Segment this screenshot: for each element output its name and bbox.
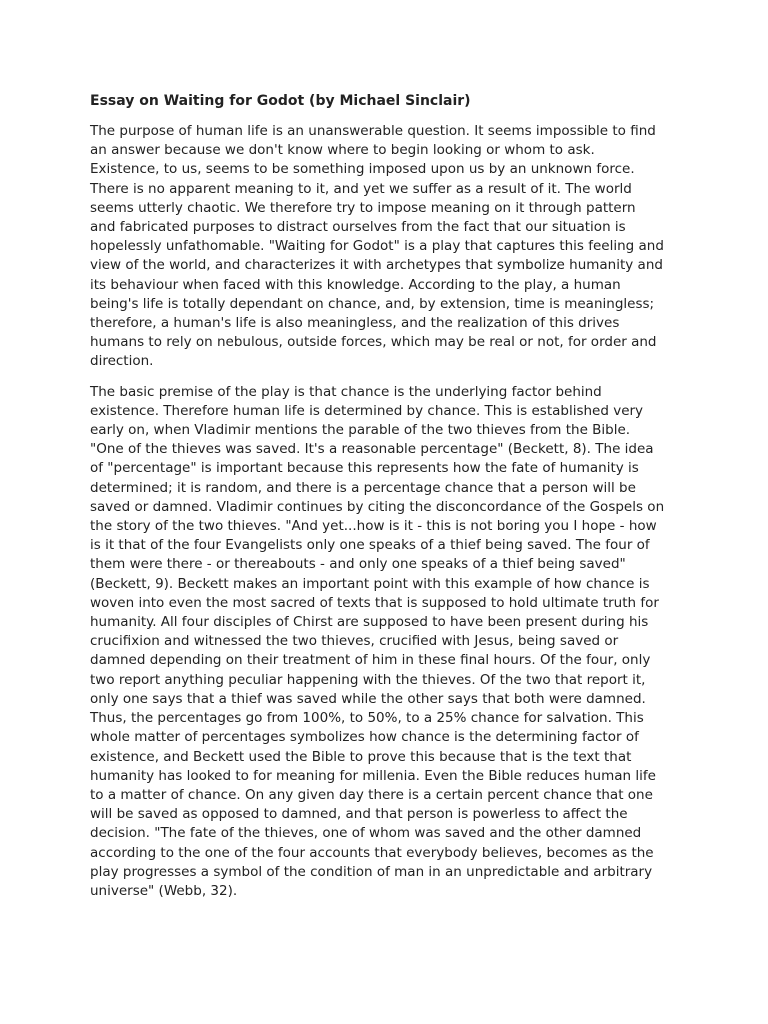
- paragraph-line: is it that of the four Evangelists only one speaks of a thief being saved. The four of: [90, 537, 650, 554]
- paragraph-line: The purpose of human life is an unanswerable question. It seems impossible to find: [90, 123, 656, 139]
- paragraph-line: decision. "The fate of the thieves, one of whom was saved and the other damned: [90, 825, 642, 842]
- paragraph-line: saved or damned. Vladimir continues by citing the disconcordance of the Gospels on: [90, 498, 665, 515]
- paragraph-line: being's life is totally dependant on chance, and, by extension, time is meaningless;: [90, 295, 655, 312]
- paragraph-line: damned depending on their treatment of him in these final hours. Of the four, only: [90, 652, 651, 669]
- essay-paragraph: [90, 122, 690, 372]
- essay-title: Essay on Waiting for Godot (by Michael Sinclair): [90, 93, 471, 109]
- paragraph-line: Existence, to us, seems to be something imposed upon us by an unknown force.: [90, 161, 635, 178]
- paragraph-line: therefore, a human's life is also meaningless, and the realization of this drives: [90, 315, 620, 332]
- paragraph-line: humans to rely on nebulous, outside forces, which may be real or not, for order and: [90, 334, 657, 351]
- paragraph-line: according to the one of the four accounts that everybody believes, becomes as the: [90, 844, 654, 861]
- paragraph-line: whole matter of percentages symbolizes how chance is the determining factor of: [90, 729, 639, 746]
- paragraph-line: crucifixion and witnessed the two thieves, crucified with Jesus, being saved or: [90, 633, 619, 650]
- paragraph-line: The basic premise of the play is that chance is the underlying factor behind: [90, 383, 602, 400]
- paragraph-line: two report anything peculiar happening with the thieves. Of the two that report it,: [90, 671, 646, 688]
- paragraph-line: will be saved as opposed to damned, and that person is powerless to affect the: [90, 806, 628, 823]
- paragraph-line: woven into even the most sacred of texts that is supposed to hold ultimate truth for: [90, 594, 659, 611]
- paragraph-line: seems utterly chaotic. We therefore try to impose meaning on it through pattern: [90, 199, 636, 216]
- paragraph-line: only one says that a thief was saved while the other says that both were damned.: [90, 690, 646, 707]
- paragraph-line: universe" (Webb, 32).: [90, 882, 238, 899]
- paragraph-line: "One of the thieves was saved. It's a reasonable percentage" (Beckett, 8). The idea: [90, 441, 654, 458]
- paragraph-line: the story of the two thieves. "And yet...how is it - this is not boring you I hope - how: [90, 518, 657, 535]
- paragraph-line: direction.: [90, 353, 154, 370]
- paragraph-line: an answer because we don't know where to begin looking or whom to ask.: [90, 142, 595, 159]
- paragraph-line: to a matter of chance. On any given day there is a certain percent chance that one: [90, 786, 653, 803]
- paragraph-line: play progresses a symbol of the condition of man in an unpredictable and arbitrary: [90, 863, 653, 880]
- paragraph-line: (Beckett, 9). Beckett makes an important point with this example of how chance is: [90, 575, 650, 592]
- essay-body: [90, 122, 690, 901]
- paragraph-line: Thus, the percentages go from 100%, to 50%, to a 25% chance for salvation. This: [90, 710, 644, 727]
- paragraph-line: existence. Therefore human life is determined by chance. This is established very: [90, 402, 644, 419]
- paragraph-line: view of the world, and characterizes it with archetypes that symbolize humanity and: [90, 257, 663, 274]
- paragraph-line: of "percentage" is important because this represents how the fate of humanity is: [90, 460, 639, 477]
- paragraph-line: them were there - or thereabouts - and only one speaks of a thief being saved": [90, 556, 626, 573]
- paragraph-line: existence, and Beckett used the Bible to prove this because that is the text that: [90, 748, 632, 765]
- paragraph-line: determined; it is random, and there is a percentage chance that a person will be: [90, 479, 636, 496]
- essay-paragraph: [90, 383, 690, 901]
- paragraph-line: and fabricated purposes to distract ourselves from the fact that our situation is: [90, 219, 626, 236]
- paragraph-line: There is no apparent meaning to it, and yet we suffer as a result of it. The world: [90, 180, 632, 197]
- paragraph-line: hopelessly unfathomable. "Waiting for Godot" is a play that captures this feeling and: [90, 238, 664, 255]
- document-page: [90, 92, 690, 912]
- paragraph-line: its behaviour when faced with this knowledge. According to the play, a human: [90, 276, 621, 293]
- paragraph-line: humanity. All four disciples of Chirst are supposed to have been present during his: [90, 614, 649, 631]
- paragraph-line: early on, when Vladimir mentions the parable of the two thieves from the Bible.: [90, 422, 631, 439]
- paragraph-line: humanity has looked to for meaning for millenia. Even the Bible reduces human life: [90, 767, 656, 784]
